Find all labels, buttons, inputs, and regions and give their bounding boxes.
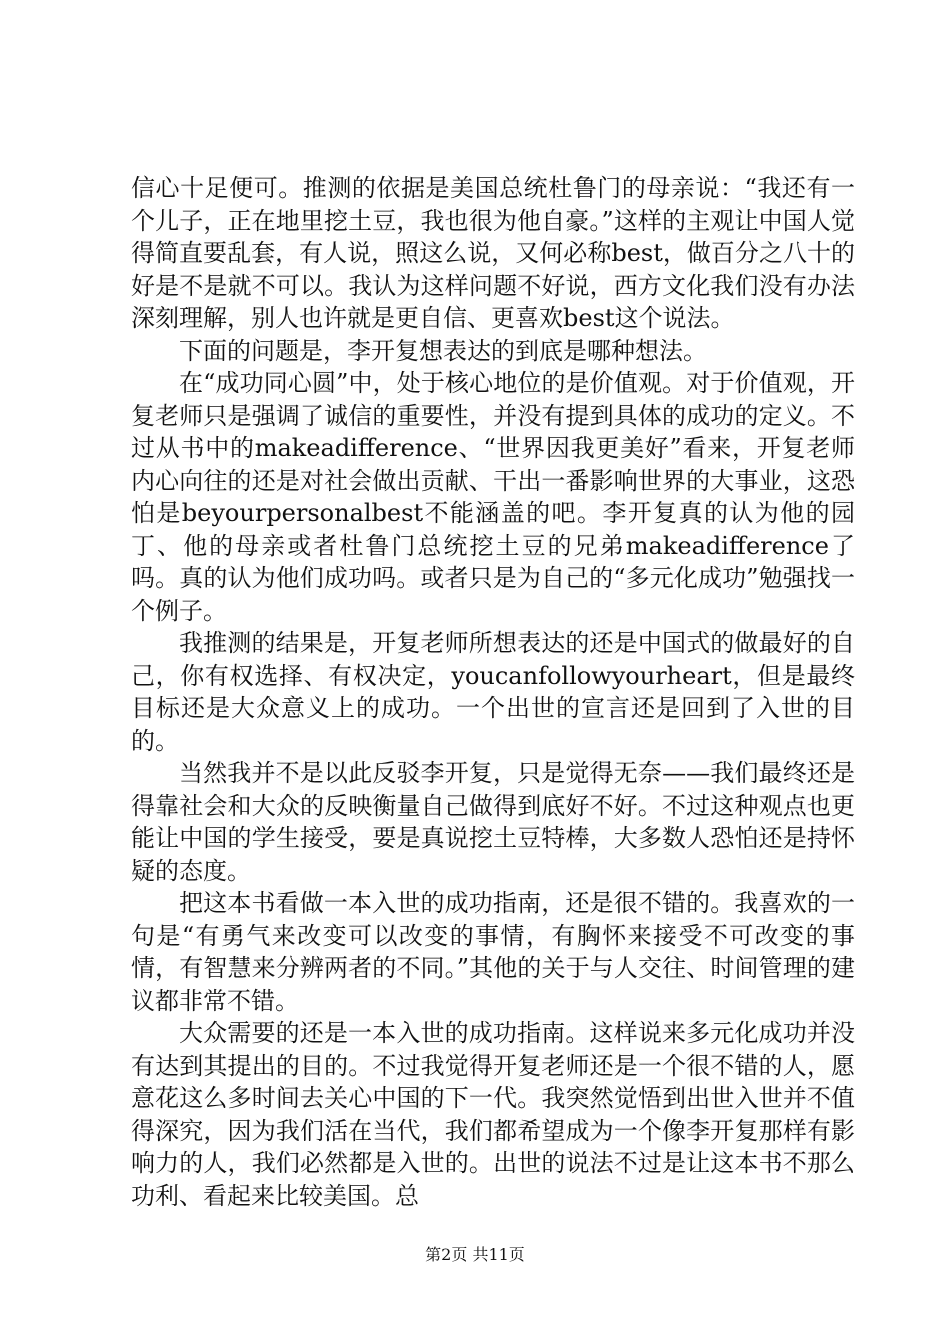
- document-body: [131, 172, 855, 1212]
- paragraph-conclusion: 我推测的结果是，开复老师所想表达的还是中国式的做最好的自己，你有权选择、有权决定，youcanfollowyourheart，但是最终目标还是大众意义上的成功。一个出世的宣言还是回到了入世的目的。: [131, 629, 855, 755]
- paragraph-guide: 把这本书看做一本入世的成功指南，还是很不错的。我喜欢的一句是“有勇气来改变可以改变的事情，有胸怀来接受不可改变的事情，有智慧来分辨两者的不同。”其他的关于与人交往、时间管理的建议都非常不错。: [131, 889, 855, 1015]
- paragraph-values: 在“成功同心圆”中，处于核心地位的是价值观。对于价值观，开复老师只是强调了诚信的重要性，并没有提到具体的成功的定义。不过从书中的makeadifference、“世界因我更美好”看来，开复老师内心向往的还是对社会做出贡献、干出一番影响世界的大事业，这恐怕是beyourpersonalbest不能涵盖的吧。李开复真的认为他的园丁、他的母亲或者杜鲁门总统挖土豆的兄弟makeadifference了吗。真的认为他们成功吗。或者只是为自己的“多元化成功”勉强找一个例子。: [131, 369, 855, 625]
- paragraph-question: 下面的问题是，李开复想表达的到底是哪种想法。: [179, 336, 707, 365]
- paragraph-rebuttal: 当然我并不是以此反驳李开复，只是觉得无奈——我们最终还是得靠社会和大众的反映衡量自己做得到底好不好。不过这种观点也更能让中国的学生接受，要是真说挖土豆特棒，大多数人恐怕还是持怀疑的态度。: [131, 759, 855, 885]
- paragraph-continuation: 信心十足便可。推测的依据是美国总统杜鲁门的母亲说：“我还有一个儿子，正在地里挖土豆，我也很为他自豪。”这样的主观让中国人觉得简直要乱套，有人说，照这么说，又何必称best，做百分之八十的好是不是就不可以。我认为这样问题不好说，西方文化我们没有办法深刻理解，别人也许就是更自信、更喜欢best这个说法。: [131, 174, 855, 332]
- paragraph-summary: 大众需要的还是一本入世的成功指南。这样说来多元化成功并没有达到其提出的目的。不过我觉得开复老师还是一个很不错的人，愿意花这么多时间去关心中国的下一代。我突然觉悟到出世入世并不值得深究，因为我们活在当代，我们都希望成为一个像李开复那样有影响力的人，我们必然都是入世的。出世的说法不过是让这本书不那么功利、看起来比较美国。总: [131, 1019, 855, 1210]
- page-number-footer: 第2页 共11页: [425, 1245, 525, 1264]
